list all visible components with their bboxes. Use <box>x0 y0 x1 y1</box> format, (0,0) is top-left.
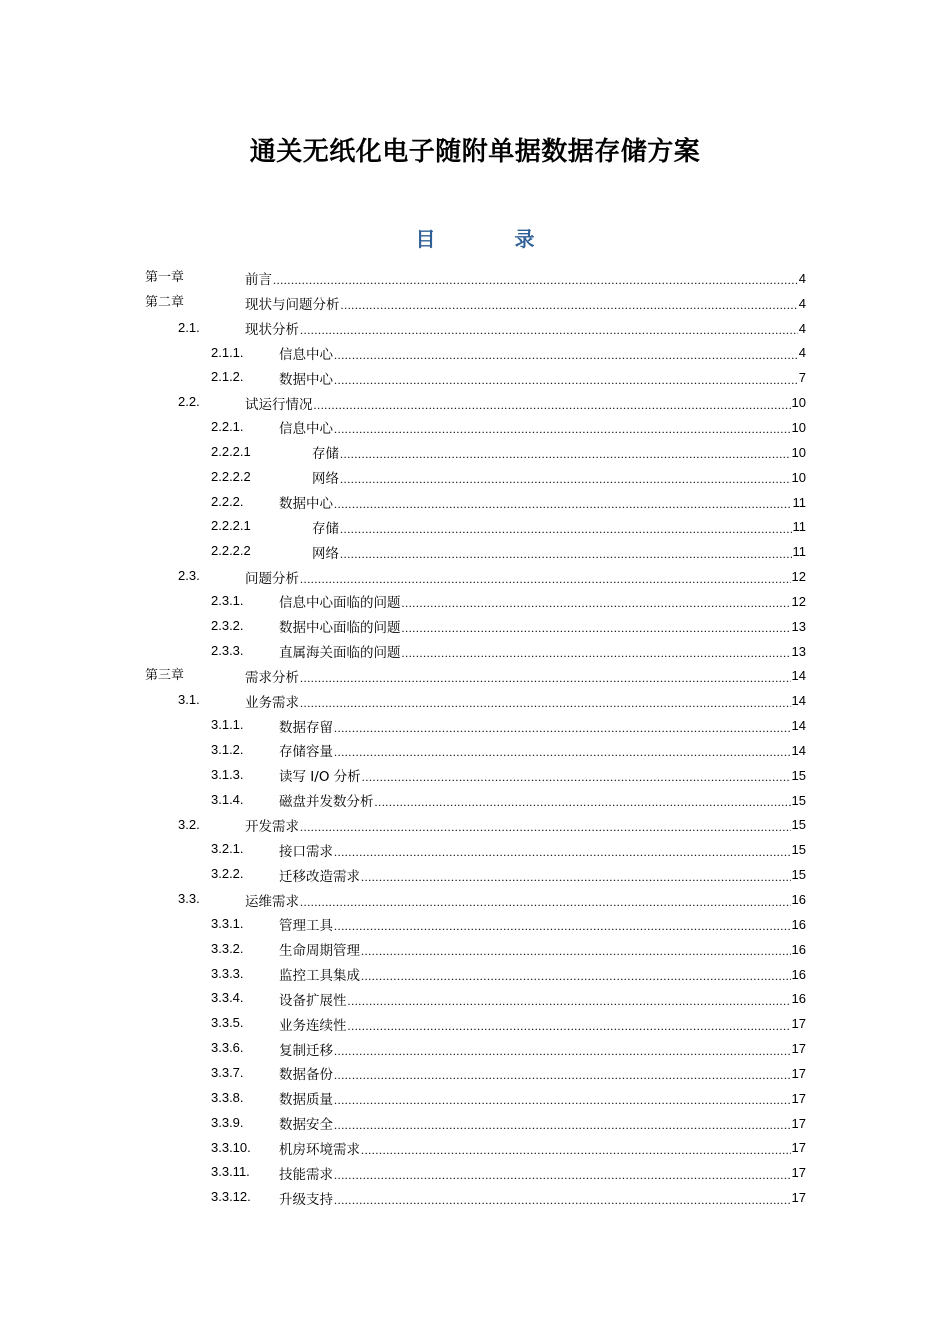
toc-entry-line <box>279 1185 806 1210</box>
toc-entry-line <box>245 664 806 689</box>
toc-entry-line <box>279 788 806 813</box>
toc-entry-page-number: 14 <box>791 693 806 709</box>
toc-entry[interactable] <box>145 1111 806 1136</box>
toc-entry[interactable] <box>145 390 806 415</box>
table-of-contents <box>145 266 806 1210</box>
toc-entry[interactable] <box>145 1136 806 1161</box>
toc-dot-leader <box>348 1019 791 1033</box>
toc-entry[interactable] <box>145 514 806 539</box>
toc-entry-number: 3.3.12. <box>211 1189 251 1205</box>
toc-entry-line <box>279 962 806 987</box>
toc-entry[interactable] <box>145 614 806 639</box>
toc-entry-number: 3.2.1. <box>211 841 244 857</box>
toc-entry-line <box>279 1036 806 1061</box>
toc-entry[interactable] <box>145 813 806 838</box>
toc-entry-line <box>279 763 806 788</box>
toc-entry-title: 技能需求 <box>279 1166 333 1183</box>
toc-entry-line <box>279 986 806 1011</box>
toc-entry-line <box>279 738 806 763</box>
toc-entry-number: 3.1.1. <box>211 717 244 733</box>
toc-entry-number: 3.3.4. <box>211 990 244 1006</box>
toc-entry[interactable] <box>145 341 806 366</box>
toc-entry-number: 3.3.6. <box>211 1040 244 1056</box>
toc-entry-title: 信息中心 <box>279 346 333 363</box>
toc-dot-leader <box>300 820 791 834</box>
toc-dot-leader <box>340 447 791 461</box>
toc-entry-line <box>279 1160 806 1185</box>
toc-entry-number: 第三章 <box>145 667 185 683</box>
toc-dot-leader <box>334 1068 791 1082</box>
toc-entry-line <box>279 1061 806 1086</box>
toc-entry[interactable] <box>145 539 806 564</box>
toc-dot-leader <box>314 398 791 412</box>
toc-entry-line <box>312 539 806 564</box>
toc-heading: 目 录 <box>415 227 571 251</box>
toc-entry-page-number: 14 <box>791 718 806 734</box>
toc-dot-leader <box>402 646 791 660</box>
toc-entry-title: 现状分析 <box>245 322 299 339</box>
toc-entry-number: 3.3. <box>178 891 200 907</box>
toc-entry[interactable] <box>145 291 806 316</box>
toc-entry-title: 试运行情况 <box>245 396 313 413</box>
toc-entry-line <box>312 440 806 465</box>
toc-entry[interactable] <box>145 1061 806 1086</box>
toc-entry-line <box>245 266 806 291</box>
toc-entry[interactable] <box>145 490 806 515</box>
toc-entry-number: 2.3.3. <box>211 642 244 658</box>
toc-dot-leader <box>341 298 798 312</box>
toc-entry-line <box>279 912 806 937</box>
toc-entry-page-number: 12 <box>791 569 806 585</box>
toc-entry-page-number: 17 <box>791 1041 806 1057</box>
toc-entry-page-number: 12 <box>791 593 806 609</box>
toc-entry-title: 数据中心 <box>279 496 333 513</box>
toc-entry-title: 开发需求 <box>245 818 299 835</box>
toc-dot-leader <box>334 373 798 387</box>
toc-entry-number: 2.2.2.1 <box>211 443 251 459</box>
toc-entry[interactable] <box>145 962 806 987</box>
toc-entry-line <box>279 639 806 664</box>
toc-entry-line <box>279 365 806 390</box>
toc-entry-page-number: 10 <box>791 419 806 435</box>
toc-entry-page-number: 15 <box>791 792 806 808</box>
toc-entry-title: 需求分析 <box>245 669 299 686</box>
toc-dot-leader <box>300 895 791 909</box>
toc-entry-title: 信息中心面临的问题 <box>279 595 401 612</box>
toc-entry-title: 直属海关面临的问题 <box>279 645 401 662</box>
toc-entry-page-number: 17 <box>791 1165 806 1181</box>
toc-entry-line <box>245 316 806 341</box>
toc-entry-number: 3.1.4. <box>211 791 244 807</box>
toc-entry-page-number: 14 <box>791 668 806 684</box>
toc-entry-number: 2.1.2. <box>211 369 244 385</box>
toc-entry-page-number: 17 <box>791 1016 806 1032</box>
toc-entry-number: 3.3.10. <box>211 1139 251 1155</box>
toc-entry-page-number: 16 <box>791 991 806 1007</box>
toc-entry-number: 3.2.2. <box>211 866 244 882</box>
toc-dot-leader <box>334 1193 791 1207</box>
toc-entry-line <box>245 564 806 589</box>
toc-entry-page-number: 4 <box>798 345 806 361</box>
toc-entry-number: 3.2. <box>178 816 200 832</box>
toc-entry-title: 复制迁移 <box>279 1042 333 1059</box>
toc-entry-title: 数据安全 <box>279 1117 333 1134</box>
toc-entry[interactable] <box>145 1185 806 1210</box>
toc-entry-number: 3.3.2. <box>211 940 244 956</box>
toc-dot-leader <box>402 596 791 610</box>
toc-dot-leader <box>300 323 798 337</box>
document-title: 通关无纸化电子随附单据数据存储方案 <box>249 137 701 167</box>
toc-entry-page-number: 17 <box>791 1140 806 1156</box>
toc-entry-line <box>279 1111 806 1136</box>
toc-dot-leader <box>334 1168 791 1182</box>
toc-entry-title: 升级支持 <box>279 1191 333 1208</box>
toc-entry-line <box>312 465 806 490</box>
toc-entry-title: 数据质量 <box>279 1092 333 1109</box>
toc-entry-page-number: 13 <box>791 618 806 634</box>
toc-entry[interactable] <box>145 415 806 440</box>
toc-dot-leader <box>334 348 798 362</box>
toc-entry[interactable] <box>145 1086 806 1111</box>
toc-entry-page-number: 17 <box>791 1090 806 1106</box>
toc-entry[interactable] <box>145 986 806 1011</box>
toc-dot-leader <box>361 944 791 958</box>
toc-entry-number: 2.2. <box>178 394 200 410</box>
toc-dot-leader <box>300 572 791 586</box>
toc-entry[interactable] <box>145 937 806 962</box>
toc-entry-number: 2.2.2. <box>211 493 244 509</box>
toc-entry-line <box>279 937 806 962</box>
toc-entry-page-number: 4 <box>798 270 806 286</box>
toc-entry-number: 3.3.3. <box>211 965 244 981</box>
toc-entry-title: 管理工具 <box>279 918 333 935</box>
toc-entry-title: 业务需求 <box>245 694 299 711</box>
toc-entry-line <box>279 341 806 366</box>
toc-entry-page-number: 11 <box>792 544 806 560</box>
toc-entry-page-number: 10 <box>791 395 806 411</box>
toc-dot-leader <box>334 1044 791 1058</box>
toc-entry-line <box>245 813 806 838</box>
toc-entry-number: 3.3.8. <box>211 1089 244 1105</box>
toc-entry-line <box>279 614 806 639</box>
toc-entry-line <box>279 862 806 887</box>
toc-dot-leader <box>340 472 791 486</box>
toc-entry-page-number: 16 <box>791 966 806 982</box>
toc-entry-page-number: 13 <box>791 643 806 659</box>
toc-entry-page-number: 15 <box>791 867 806 883</box>
toc-dot-leader <box>300 696 791 710</box>
toc-entry-number: 3.3.9. <box>211 1114 244 1130</box>
toc-entry-title: 监控工具集成 <box>279 968 360 985</box>
toc-dot-leader <box>340 522 792 536</box>
toc-entry-page-number: 10 <box>791 444 806 460</box>
toc-entry-title: 数据存留 <box>279 719 333 736</box>
toc-entry-page-number: 17 <box>791 1190 806 1206</box>
toc-entry-title: 数据中心 <box>279 371 333 388</box>
toc-entry-page-number: 7 <box>798 370 806 386</box>
toc-entry[interactable] <box>145 266 806 291</box>
toc-entry[interactable] <box>145 738 806 763</box>
toc-entry-line <box>279 490 806 515</box>
toc-entry-line <box>245 688 806 713</box>
toc-entry-page-number: 4 <box>798 295 806 311</box>
toc-entry[interactable] <box>145 713 806 738</box>
toc-entry-number: 2.1.1. <box>211 344 244 360</box>
toc-dot-leader <box>334 1093 791 1107</box>
toc-dot-leader <box>375 795 791 809</box>
toc-entry-title: 数据中心面临的问题 <box>279 620 401 637</box>
toc-dot-leader <box>334 721 791 735</box>
toc-dot-leader <box>334 845 791 859</box>
toc-entry-number: 第二章 <box>145 294 185 310</box>
toc-entry-title: 存储 <box>312 446 339 463</box>
toc-entry-page-number: 15 <box>791 817 806 833</box>
toc-entry[interactable] <box>145 589 806 614</box>
toc-dot-leader <box>402 621 791 635</box>
toc-dot-leader <box>361 1143 791 1157</box>
toc-dot-leader <box>348 994 791 1008</box>
toc-entry-title: 机房环境需求 <box>279 1141 360 1158</box>
toc-entry-line <box>279 1086 806 1111</box>
toc-entry-line <box>279 415 806 440</box>
toc-entry[interactable] <box>145 1036 806 1061</box>
toc-entry-title: 存储 <box>312 520 339 537</box>
toc-entry-number: 3.3.7. <box>211 1065 244 1080</box>
toc-dot-leader <box>334 1118 791 1132</box>
toc-entry-title: 磁盘并发数分析 <box>279 794 374 811</box>
toc-entry-line <box>279 1136 806 1161</box>
toc-entry-number: 2.3.2. <box>211 617 244 633</box>
toc-entry-title: 现状与问题分析 <box>245 297 340 314</box>
toc-entry-number: 2.3.1. <box>211 592 244 608</box>
toc-entry[interactable] <box>145 1160 806 1185</box>
toc-entry-page-number: 10 <box>791 469 806 485</box>
toc-entry[interactable] <box>145 837 806 862</box>
toc-entry-line <box>245 390 806 415</box>
toc-dot-leader <box>300 671 791 685</box>
toc-entry[interactable] <box>145 365 806 390</box>
toc-entry-page-number: 14 <box>791 742 806 758</box>
toc-entry-title: 前言 <box>245 272 272 289</box>
toc-entry-title: 信息中心 <box>279 421 333 438</box>
toc-dot-leader <box>273 273 798 287</box>
toc-entry-line <box>245 887 806 912</box>
toc-entry-page-number: 11 <box>792 494 806 510</box>
toc-entry-line <box>279 713 806 738</box>
toc-entry-title: 问题分析 <box>245 570 299 587</box>
toc-entry-title: 接口需求 <box>279 843 333 860</box>
toc-entry-line <box>245 291 806 316</box>
toc-entry-number: 2.2.2.2 <box>211 543 251 559</box>
toc-entry-number: 3.3.5. <box>211 1015 244 1031</box>
toc-entry-number: 3.1.3. <box>211 766 244 782</box>
toc-entry[interactable] <box>145 639 806 664</box>
toc-entry-page-number: 15 <box>791 767 806 783</box>
toc-dot-leader <box>334 745 791 759</box>
toc-entry-page-number: 16 <box>791 892 806 908</box>
toc-dot-leader <box>362 770 791 784</box>
toc-entry-page-number: 4 <box>798 320 806 336</box>
toc-entry-line <box>312 514 806 539</box>
toc-entry-title: 网络 <box>312 545 339 562</box>
toc-entry-number: 第一章 <box>145 270 185 285</box>
toc-entry[interactable] <box>145 887 806 912</box>
toc-entry-title: 数据备份 <box>279 1067 333 1084</box>
toc-entry-number: 3.1.2. <box>211 742 244 758</box>
toc-entry[interactable] <box>145 862 806 887</box>
toc-entry[interactable] <box>145 465 806 490</box>
toc-dot-leader <box>361 969 791 983</box>
toc-entry[interactable] <box>145 564 806 589</box>
toc-entry-page-number: 17 <box>791 1115 806 1131</box>
toc-entry-number: 2.2.2.2 <box>211 468 251 484</box>
toc-dot-leader <box>361 870 791 884</box>
toc-entry-line <box>279 589 806 614</box>
toc-entry-page-number: 17 <box>791 1065 806 1081</box>
toc-entry[interactable] <box>145 788 806 813</box>
toc-entry-title: 业务连续性 <box>279 1017 347 1034</box>
toc-entry-page-number: 16 <box>791 941 806 957</box>
toc-entry-title: 迁移改造需求 <box>279 868 360 885</box>
toc-dot-leader <box>334 422 791 436</box>
toc-entry-number: 3.1. <box>178 692 200 708</box>
toc-entry-title: 存储容量 <box>279 744 333 761</box>
toc-entry-title: 运维需求 <box>245 893 299 910</box>
toc-dot-leader <box>340 547 792 561</box>
toc-dot-leader <box>334 497 792 511</box>
toc-entry-number: 2.2.1. <box>211 419 244 435</box>
toc-entry-line <box>279 837 806 862</box>
toc-dot-leader <box>334 919 791 933</box>
toc-entry[interactable] <box>145 664 806 689</box>
toc-entry-number: 2.2.2.1 <box>211 518 251 534</box>
toc-entry[interactable] <box>145 688 806 713</box>
toc-entry-number: 2.3. <box>178 568 200 584</box>
toc-entry-title: 读写 I/O 分析 <box>279 769 361 786</box>
toc-entry-page-number: 11 <box>792 519 806 535</box>
toc-entry[interactable] <box>145 440 806 465</box>
toc-entry[interactable] <box>145 1011 806 1036</box>
toc-entry[interactable] <box>145 316 806 341</box>
toc-entry-line <box>279 1011 806 1036</box>
toc-entry-number: 2.1. <box>178 319 200 335</box>
toc-entry-number: 3.3.1. <box>211 915 244 931</box>
toc-entry-number: 3.3.11. <box>211 1164 250 1180</box>
toc-entry-title: 生命周期管理 <box>279 943 360 960</box>
toc-entry-page-number: 16 <box>791 916 806 932</box>
toc-entry-title: 网络 <box>312 471 339 488</box>
toc-entry-page-number: 15 <box>791 842 806 858</box>
toc-entry[interactable] <box>145 912 806 937</box>
toc-entry-title: 设备扩展性 <box>279 992 347 1009</box>
toc-entry[interactable] <box>145 763 806 788</box>
